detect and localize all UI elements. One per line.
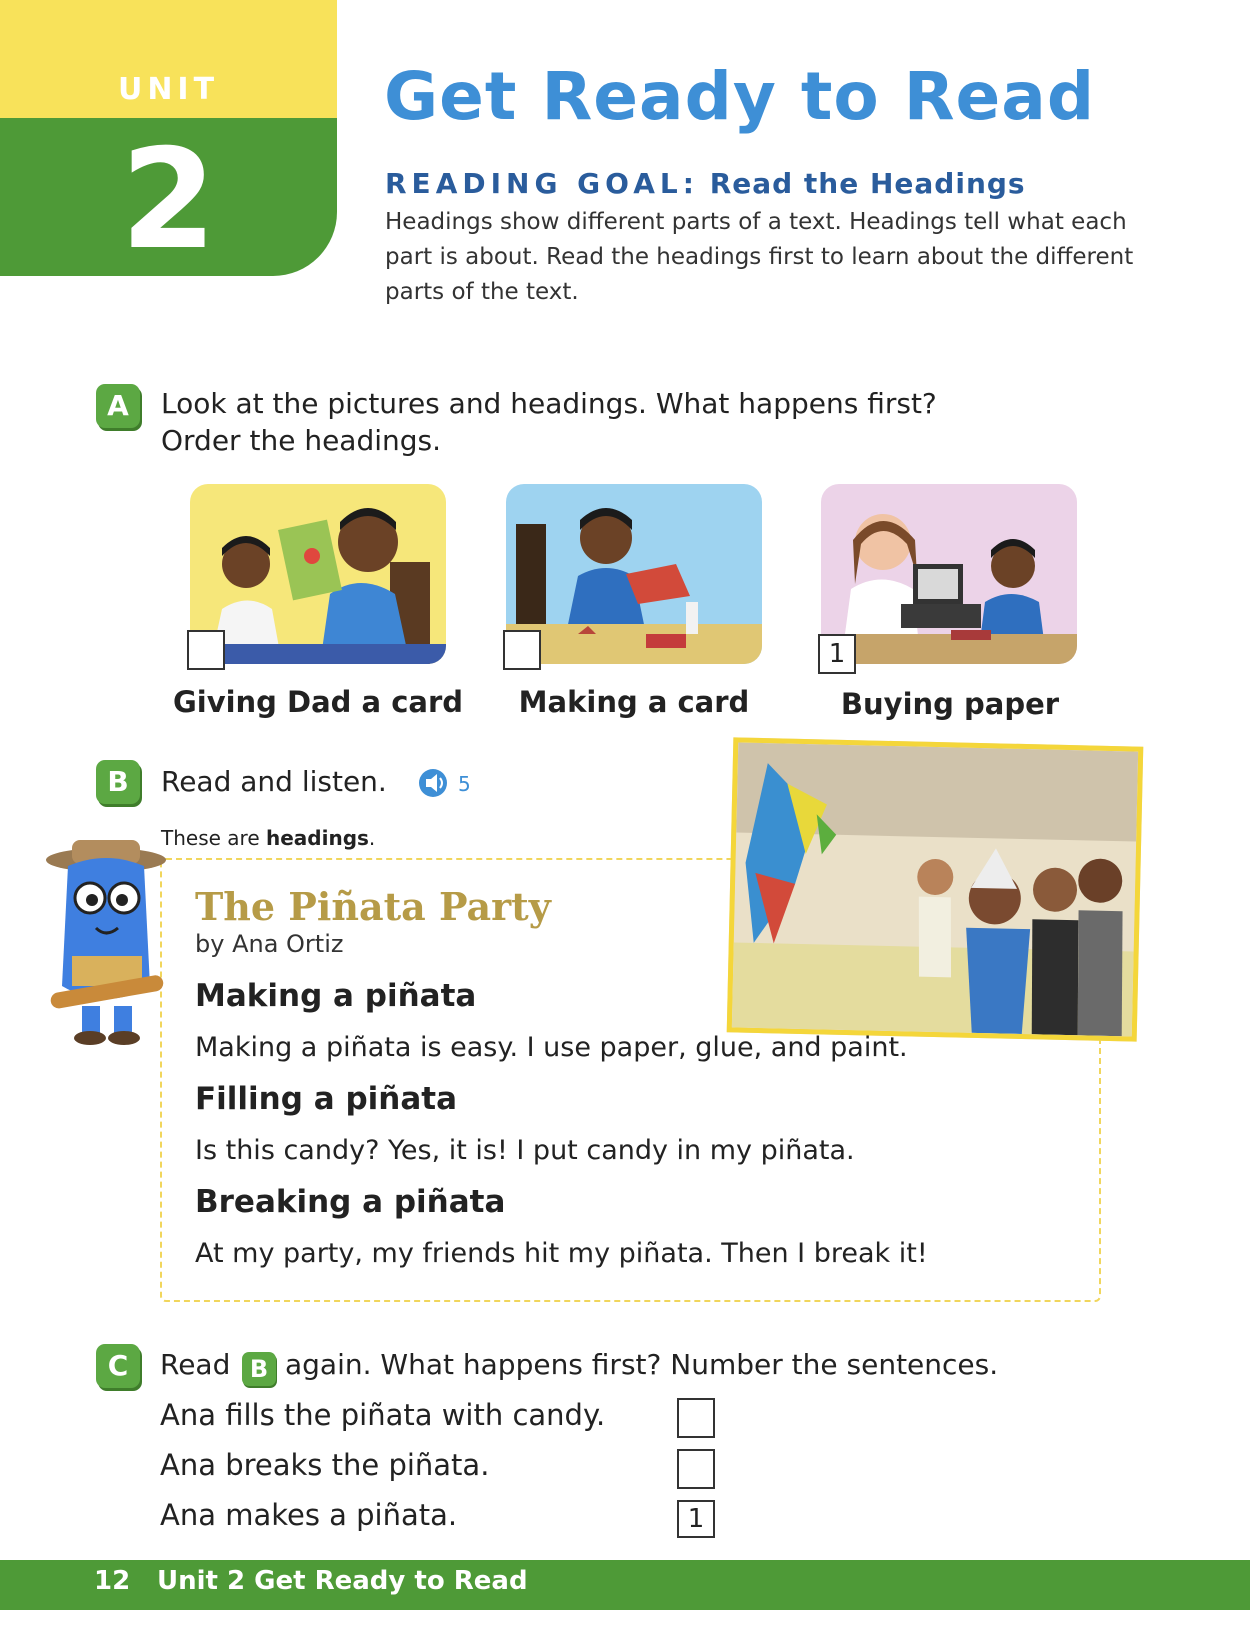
mascot-note-suffix: . xyxy=(368,826,376,850)
order-checkbox-giving-dad-card[interactable] xyxy=(187,630,225,670)
story-text-making: Making a piñata is easy. I use paper, glue, and paint. xyxy=(195,1032,908,1063)
mascot-note xyxy=(161,826,375,850)
section-b-badge: B xyxy=(96,760,140,804)
story-author: by Ana Ortiz xyxy=(195,930,344,958)
mascot-note-prefix: These are xyxy=(161,826,266,850)
section-a-badge: A xyxy=(96,384,140,428)
mascot-note-bold: headings xyxy=(265,826,369,850)
unit-label: UNIT xyxy=(117,72,220,107)
heading-caption-making-card: Making a card xyxy=(518,685,750,719)
mascot-illustration xyxy=(42,836,172,1050)
section-b-instruction: Read and listen. xyxy=(161,765,387,798)
story-text-filling: Is this candy? Yes, it is! I put candy in my piñata. xyxy=(195,1135,855,1166)
order-checkbox-making-card[interactable] xyxy=(503,630,541,670)
heading-caption-giving-dad-card: Giving Dad a card xyxy=(172,685,464,719)
story-heading-breaking: Breaking a piñata xyxy=(195,1184,506,1220)
story-text-breaking: At my party, my friends hit my piñata. Then I break it! xyxy=(195,1238,928,1269)
story-heading-filling: Filling a piñata xyxy=(195,1081,457,1117)
pinata-party-photo xyxy=(727,737,1144,1041)
section-c-instruction-start: Read xyxy=(160,1348,231,1381)
footer-title: Unit 2 Get Ready to Read xyxy=(157,1566,528,1596)
reading-goal-title: Read the Headings xyxy=(709,167,1026,200)
section-a-instruction xyxy=(161,385,1061,459)
section-a-instruction-line-1: Look at the pictures and headings. What happens first? xyxy=(161,387,937,420)
sentence-number-box-breaks[interactable] xyxy=(677,1449,715,1489)
order-checkbox-buying-paper[interactable]: 1 xyxy=(818,634,856,674)
reading-goal-label: READING GOAL: xyxy=(385,167,699,200)
section-a-instruction-line-2: Order the headings. xyxy=(161,424,442,457)
audio-track-number: 5 xyxy=(458,772,471,796)
sentence-fills: Ana fills the piñata with candy. xyxy=(160,1398,606,1432)
sentence-breaks: Ana breaks the piñata. xyxy=(160,1448,490,1482)
picture-giving-dad-card xyxy=(190,484,446,664)
reading-goal-text: Headings show different parts of a text. Headings tell what each part is about. Read the headings first to learn about the different parts of the text. xyxy=(385,209,1134,305)
reading-goal-heading xyxy=(385,167,1026,200)
picture-making-card xyxy=(506,484,762,664)
sentence-makes: Ana makes a piñata. xyxy=(160,1498,458,1532)
section-c-inline-b-badge: B xyxy=(242,1352,276,1386)
section-c-badge: C xyxy=(96,1344,140,1388)
section-c-instruction-end: again. What happens first? Number the sentences. xyxy=(285,1348,999,1381)
sentence-number-box-makes[interactable]: 1 xyxy=(677,1500,715,1538)
story-heading-making: Making a piñata xyxy=(195,978,477,1014)
heading-caption-buying-paper: Buying paper xyxy=(840,687,1060,721)
unit-number: 2 xyxy=(120,119,217,280)
story-title: The Piñata Party xyxy=(195,884,551,929)
audio-speaker-icon[interactable] xyxy=(418,768,452,802)
picture-buying-paper xyxy=(821,484,1077,664)
page-number: 12 xyxy=(94,1566,131,1596)
page-title: Get Ready to Read xyxy=(384,58,1096,135)
sentence-number-box-fills[interactable] xyxy=(677,1398,715,1438)
